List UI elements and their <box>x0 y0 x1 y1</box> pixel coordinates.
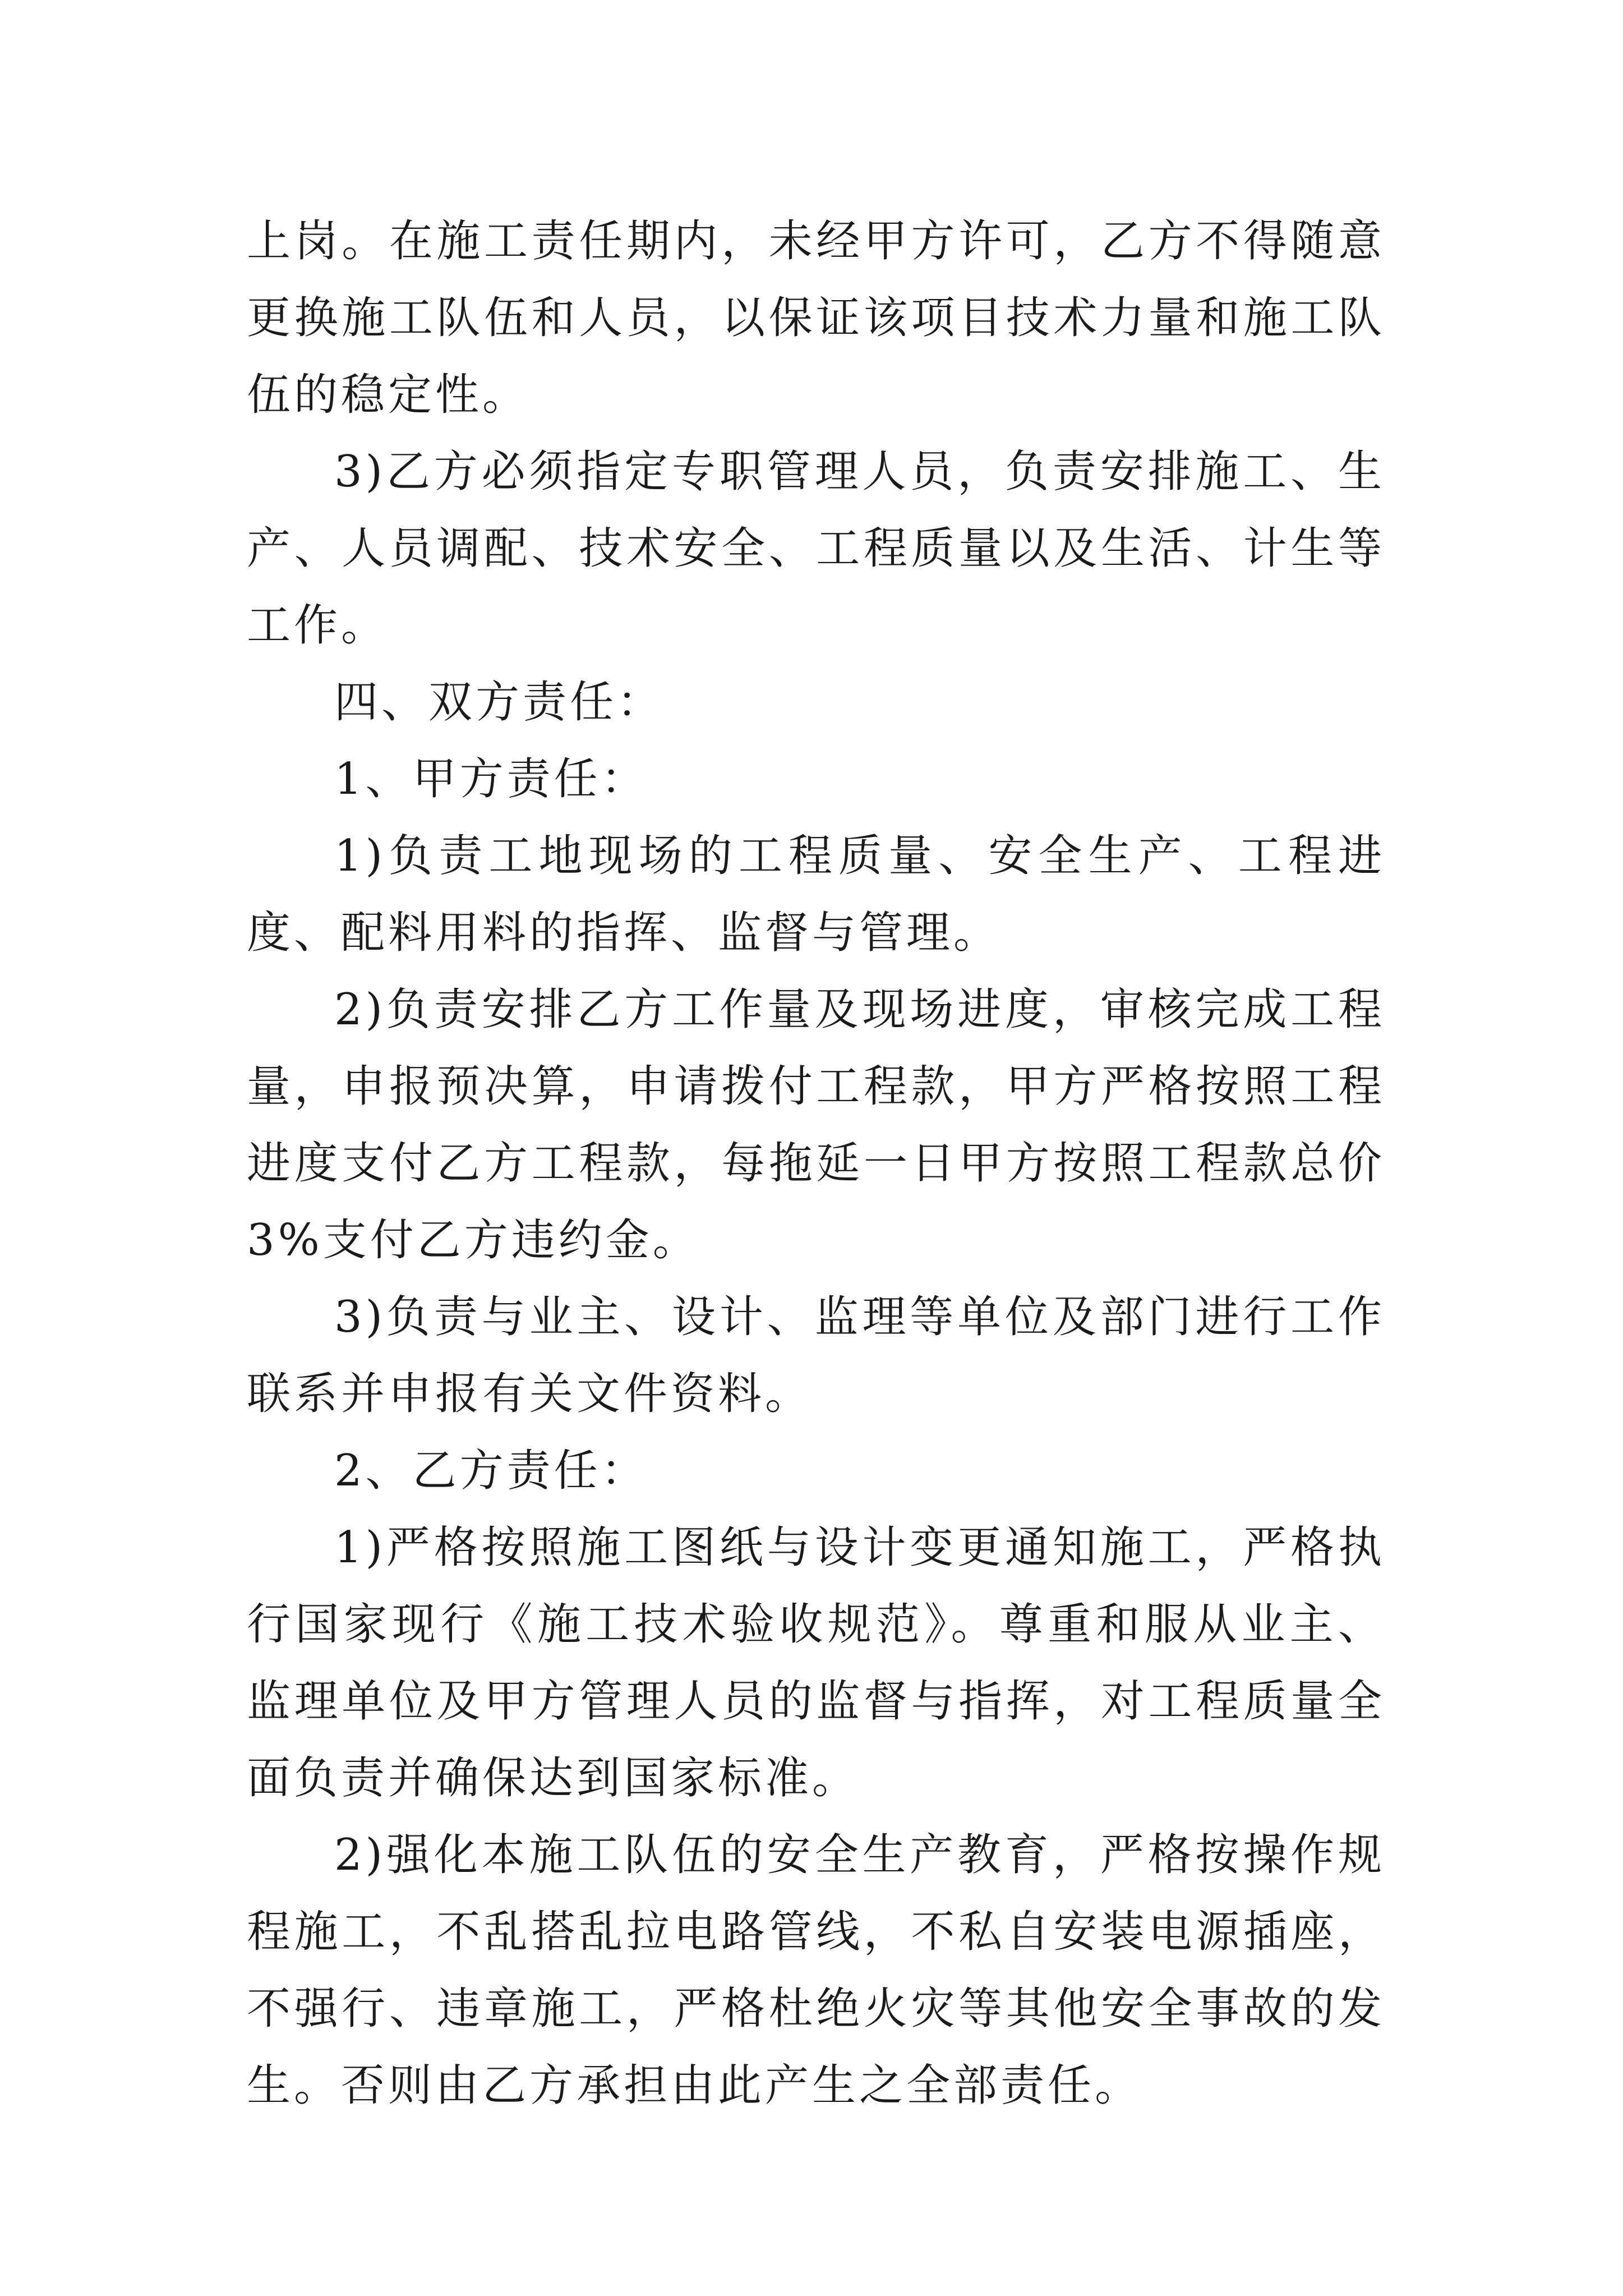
paragraph-clause-3-yi-manager: 3)乙方必须指定专职管理人员，负责安排施工、生产、人员调配、技术安全、工程质量以及生活、计生等工作。 <box>247 447 1385 651</box>
document-body <box>247 203 1385 2124</box>
section-heading-mutual-responsibilities: 四、双方责任： <box>334 677 665 728</box>
subheading-party-a-responsibilities: 1、甲方责任： <box>334 754 648 804</box>
paragraph-party-a-item-2: 2)负责安排乙方工作量及现场进度，审核完成工程量，申报预决算，申请拨付工程款，甲方严格按照工程进度支付乙方工程款，每拖延一日甲方按照工程款总价 3%支付乙方违约金。 <box>247 984 1385 1266</box>
paragraph-party-a-item-3: 3)负责与业主、设计、监理等单位及部门进行工作联系并申报有关文件资料。 <box>247 1292 1385 1419</box>
paragraph-continuation: 上岗。在施工责任期内，未经甲方许可，乙方不得随意更换施工队伍和人员，以保证该项目技术力量和施工队伍的稳定性。 <box>247 216 1385 420</box>
paragraph-party-b-item-1: 1)严格按照施工图纸与设计变更通知施工，严格执行国家现行《施工技术验收规范》。尊重和服从业主、监理单位及甲方管理人员的监督与指挥，对工程质量全面负责并确保达到国家标准。 <box>247 1522 1385 1803</box>
paragraph-party-a-item-1: 1)负责工地现场的工程质量、安全生产、工程进度、配料用料的指挥、监督与管理。 <box>247 831 1385 958</box>
subheading-party-b-responsibilities: 2、乙方责任： <box>334 1446 648 1496</box>
paragraph-party-b-item-2: 2)强化本施工队伍的安全生产教育，严格按操作规程施工，不乱搭乱拉电路管线，不私自安装电源插座，不强行、违章施工，严格杜绝火灾等其他安全事故的发生。否则由乙方承担由此产生之全部责任。 <box>247 1830 1385 2111</box>
